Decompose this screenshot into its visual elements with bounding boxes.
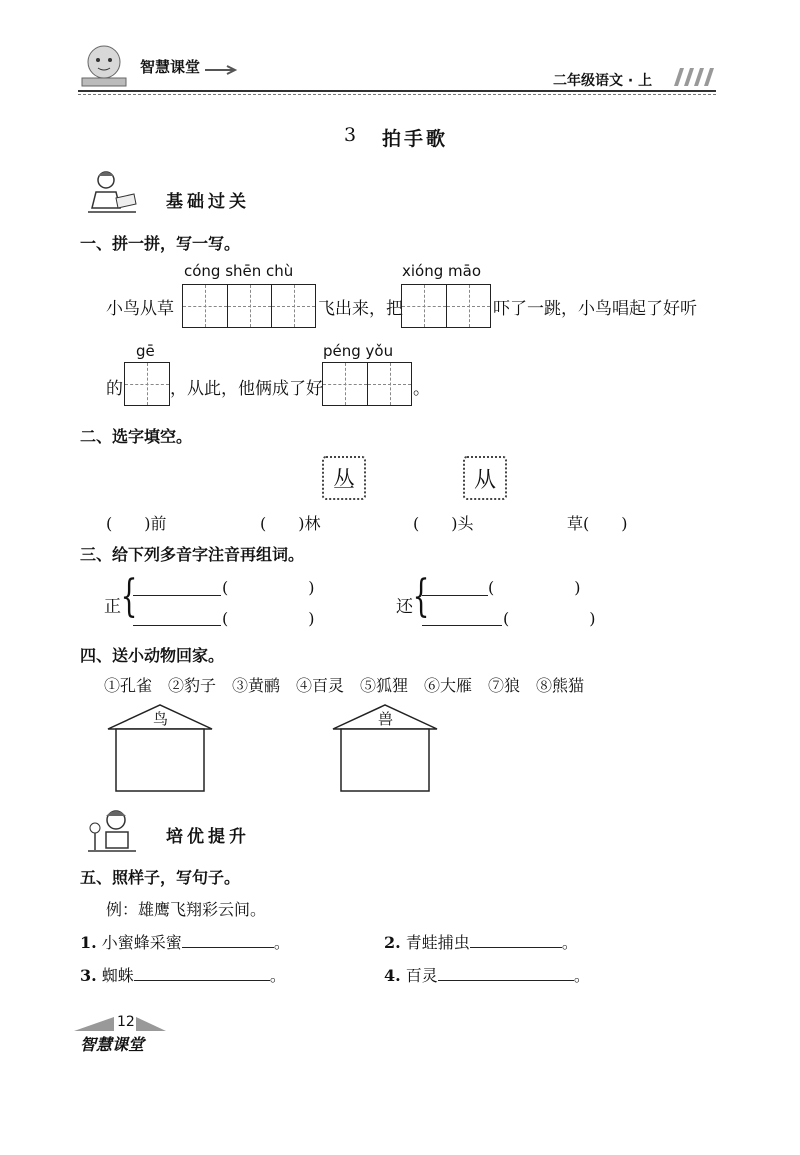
q1-line1-c: 吓了一跳，小鸟唱起了好听 (493, 299, 697, 319)
q5-sentence-4 (384, 963, 590, 986)
q4-house-bird-label: 鸟 (153, 710, 169, 728)
q1-pinyin-4: péng yǒu (323, 342, 394, 360)
q1-line2-c: 。 (413, 379, 430, 399)
q2-blank-1[interactable]: ( )前 (106, 514, 167, 533)
q1-grid-3[interactable] (124, 362, 170, 406)
header-rule (78, 90, 716, 92)
q5-s3-num: 3. (80, 966, 97, 985)
q1-line2-a: 的 (106, 379, 123, 399)
q5-example: 例：雄鹰飞翔彩云间。 (106, 900, 267, 919)
q1-grid-1[interactable] (182, 284, 316, 328)
q2-blank-3[interactable]: ( )头 (413, 514, 474, 533)
q5-s1-num: 1. (80, 933, 97, 952)
q5-sentence-2 (384, 930, 578, 953)
q1-pinyin-1: cóng shēn chù (184, 262, 294, 280)
q2-blank-4[interactable]: 草( ) (567, 514, 628, 533)
q2-title: 二、选字填空。 (80, 427, 193, 446)
q5-s1-text: 小蜜蜂采蜜 (101, 933, 182, 952)
q5-sentence-1 (80, 930, 290, 953)
q3-brace-2: { (412, 571, 430, 622)
q4-house-beast-label: 兽 (378, 710, 394, 728)
footer-page-number: 12 (117, 1014, 135, 1030)
q5-s4-blank[interactable] (438, 980, 574, 981)
q4-title: 四、送小动物回家。 (80, 646, 225, 665)
lesson-number: 3 (344, 124, 357, 146)
q3-char-1: 正 (104, 597, 121, 617)
q1-line1-a: 小鸟从草 (106, 299, 174, 319)
q1-pinyin-2: xióng māo (402, 262, 481, 280)
q5-s3-text: 蜘蛛 (101, 966, 134, 985)
q3-title: 三、给下列多音字注音再组词。 (80, 545, 305, 564)
header-mascot-icon (74, 40, 134, 90)
q3-line-2b[interactable] (422, 625, 502, 626)
q1-grid-4[interactable] (322, 362, 412, 406)
q5-s2-blank[interactable] (470, 947, 562, 948)
q5-s4-text: 百灵 (405, 966, 438, 985)
header-stripes-icon (668, 68, 716, 90)
q3-paren-2b[interactable]: ( ) (503, 609, 596, 628)
q5-s4-period: 。 (573, 966, 590, 985)
q2-blank-2[interactable]: ( )林 (260, 514, 321, 533)
section-advanced-label: 培优提升 (166, 827, 250, 847)
q5-s1-period: 。 (273, 933, 290, 952)
girl-reading-icon (86, 806, 138, 854)
q5-sentence-3 (80, 963, 286, 986)
q3-line-1b[interactable] (133, 625, 221, 626)
q1-line1-b: 飞出来，把 (318, 299, 403, 319)
header-book-label: 二年级语文 · 上 (553, 73, 653, 89)
q5-title: 五、照样子，写句子。 (80, 868, 241, 887)
q3-line-2a[interactable] (422, 595, 488, 596)
footer-brand: 智慧课堂 (80, 1035, 145, 1054)
q5-s3-blank[interactable] (134, 980, 270, 981)
q3-paren-1b[interactable]: ( ) (222, 609, 315, 628)
q1-line2-b: ，从此，他俩成了好 (170, 379, 323, 399)
q2-option-char-a: 丛 (322, 456, 366, 500)
q1-title: 一、拼一拼，写一写。 (80, 234, 241, 253)
section-basic-label: 基础过关 (166, 192, 250, 212)
q3-paren-1a[interactable]: ( ) (222, 578, 315, 597)
q1-pinyin-3: gē (136, 342, 155, 360)
q5-s1-blank[interactable] (182, 947, 274, 948)
lesson-title: 拍手歌 (382, 128, 449, 150)
q4-animal-list: ①孔雀 ②豹子 ③黄鹂 ④百灵 ⑤狐狸 ⑥大雁 ⑦狼 ⑧熊猫 (104, 676, 585, 695)
q5-s2-num: 2. (384, 933, 401, 952)
q3-char-2: 还 (396, 597, 413, 617)
q3-paren-2a[interactable]: ( ) (488, 578, 581, 597)
student-writing-icon (86, 168, 138, 216)
q5-s4-num: 4. (384, 966, 401, 985)
header-brand: 智慧课堂 (140, 58, 201, 76)
q1-grid-2[interactable] (401, 284, 491, 328)
q3-line-1a[interactable] (133, 595, 221, 596)
header-rule-dotted (78, 94, 716, 95)
q5-s2-period: 。 (561, 933, 578, 952)
q3-brace-1: { (120, 571, 138, 622)
q2-option-char-b: 从 (463, 456, 507, 500)
q5-s2-text: 青蛙捕虫 (405, 933, 470, 952)
q5-s3-period: 。 (269, 966, 286, 985)
header-arrow-icon (205, 60, 239, 79)
